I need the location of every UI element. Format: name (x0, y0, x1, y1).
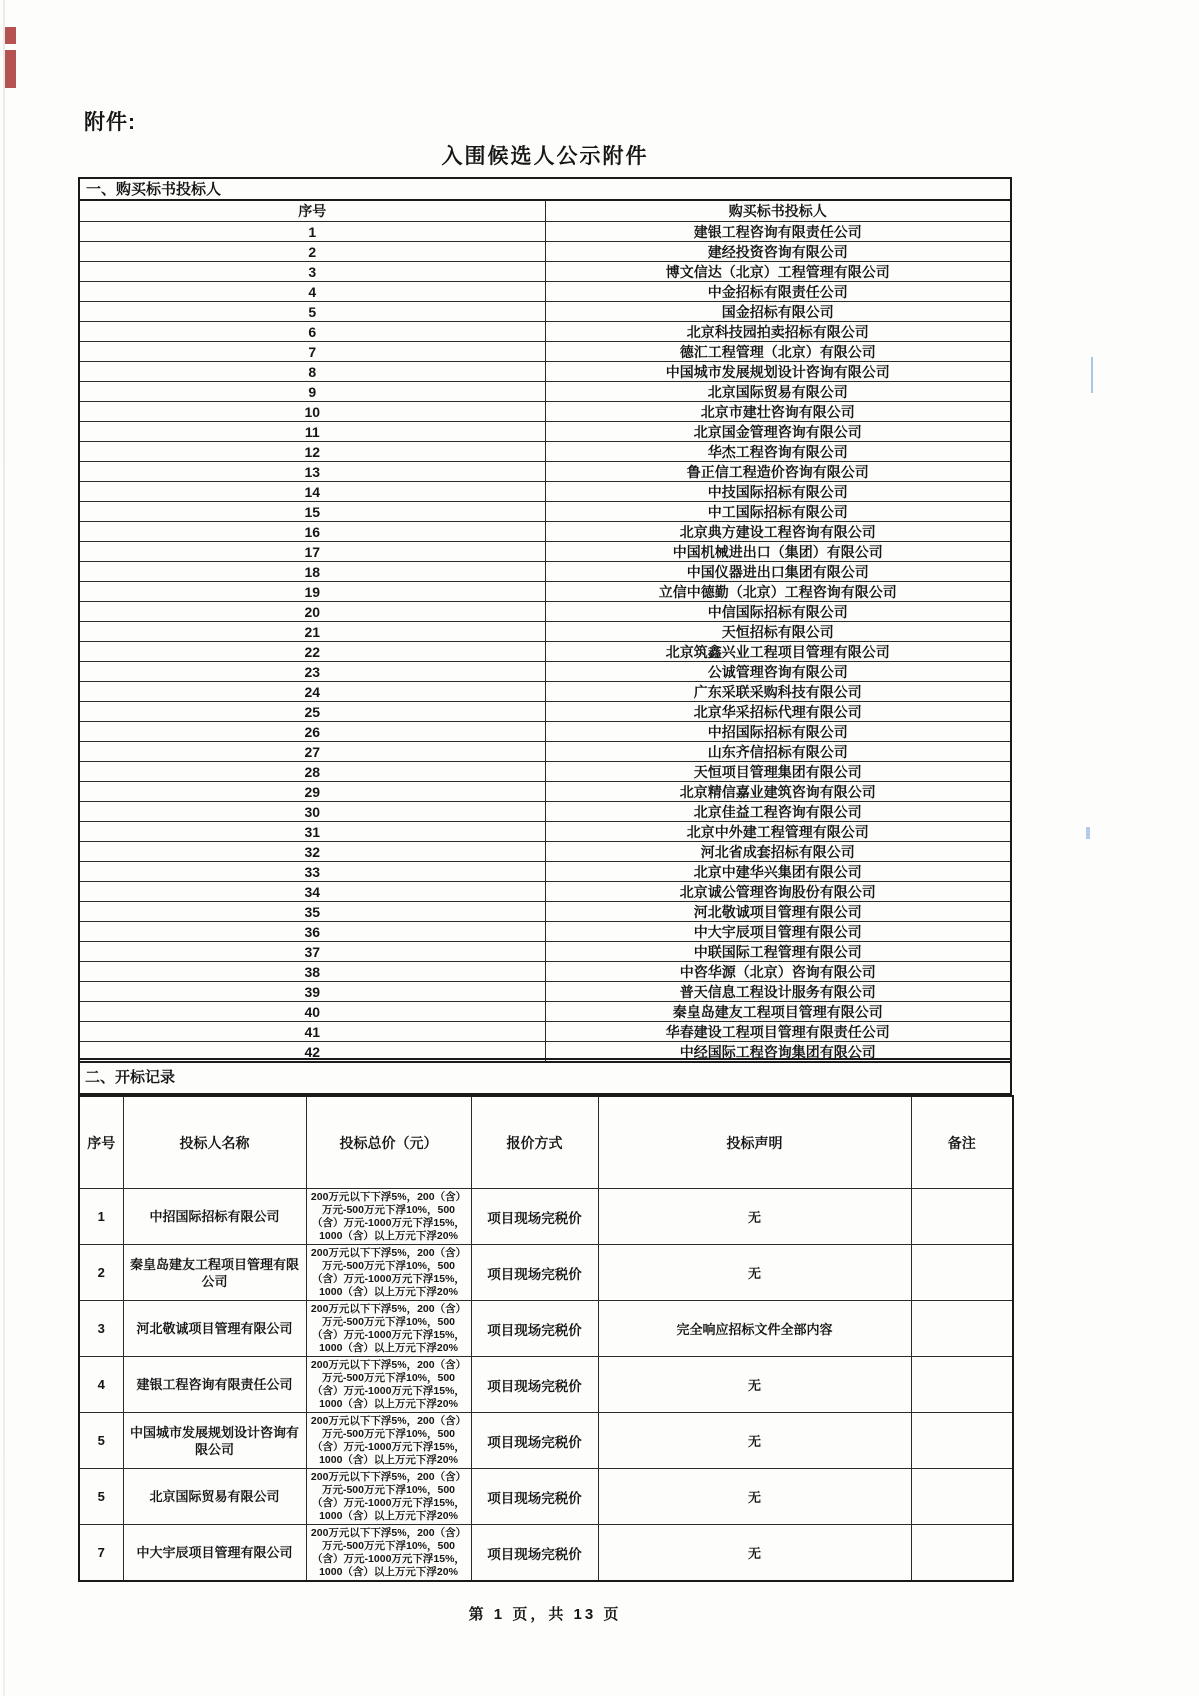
purchaser-name: 中技国际招标有限公司 (545, 482, 1011, 502)
quote-method: 项目现场完税价 (471, 1245, 598, 1301)
purchaser-name: 博文信达（北京）工程管理有限公司 (545, 262, 1011, 282)
bid-record-row (79, 1525, 1013, 1582)
purchaser-row (79, 462, 1011, 482)
row-serial: 15 (79, 502, 545, 522)
purchaser-name: 中大宇辰项目管理有限公司 (545, 922, 1011, 942)
purchaser-name: 立信中德勤（北京）工程咨询有限公司 (545, 582, 1011, 602)
purchaser-name: 北京国金管理咨询有限公司 (545, 422, 1011, 442)
total-price: 200万元以下下浮5%，200（含）万元-500万元下浮10%，500（含）万元-1000万元下浮15%，1000（含）以上万元下浮20% (306, 1301, 471, 1357)
purchaser-name: 德汇工程管理（北京）有限公司 (545, 342, 1011, 362)
bid-record-row (79, 1469, 1013, 1525)
purchaser-row (79, 542, 1011, 562)
bid-opening-table (78, 1095, 1014, 1582)
row-serial: 3 (79, 262, 545, 282)
purchaser-name: 中经国际工程咨询集团有限公司 (545, 1042, 1011, 1063)
row-serial: 23 (79, 662, 545, 682)
bid-record-row (79, 1189, 1013, 1245)
row-serial: 5 (79, 1413, 123, 1469)
row-serial: 9 (79, 382, 545, 402)
purchaser-name: 北京华采招标代理有限公司 (545, 702, 1011, 722)
row-serial: 12 (79, 442, 545, 462)
purchaser-name: 建银工程咨询有限责任公司 (545, 222, 1011, 242)
total-price: 200万元以下下浮5%，200（含）万元-500万元下浮10%，500（含）万元-1000万元下浮15%，1000（含）以上万元下浮20% (306, 1413, 471, 1469)
purchaser-name: 建经投资咨询有限公司 (545, 242, 1011, 262)
purchaser-name: 华春建设工程项目管理有限责任公司 (545, 1022, 1011, 1042)
row-serial: 18 (79, 562, 545, 582)
purchaser-row (79, 622, 1011, 642)
row-serial: 4 (79, 1357, 123, 1413)
bid-record-row (79, 1357, 1013, 1413)
purchaser-row (79, 522, 1011, 542)
blue-scan-artifact (1091, 357, 1093, 393)
row-serial: 2 (79, 1245, 123, 1301)
purchaser-row (79, 922, 1011, 942)
purchaser-row (79, 242, 1011, 262)
total-price: 200万元以下下浮5%，200（含）万元-500万元下浮10%，500（含）万元-1000万元下浮15%，1000（含）以上万元下浮20% (306, 1357, 471, 1413)
remark (911, 1189, 1013, 1245)
purchasers-table-header (79, 200, 1011, 222)
quote-method: 项目现场完税价 (471, 1189, 598, 1245)
bid-declaration: 无 (598, 1413, 911, 1469)
purchaser-row (79, 382, 1011, 402)
row-serial: 5 (79, 1469, 123, 1525)
row-serial: 8 (79, 362, 545, 382)
purchaser-name: 中咨华源（北京）咨询有限公司 (545, 962, 1011, 982)
bidder-name: 建银工程咨询有限责任公司 (123, 1357, 306, 1413)
attachment-label: 附件: (84, 111, 136, 134)
row-serial: 7 (79, 1525, 123, 1582)
bidder-name: 中招国际招标有限公司 (123, 1189, 306, 1245)
purchaser-row (79, 1002, 1011, 1022)
remark (911, 1301, 1013, 1357)
purchaser-row (79, 762, 1011, 782)
row-serial: 37 (79, 942, 545, 962)
purchaser-row (79, 1022, 1011, 1042)
purchaser-row (79, 322, 1011, 342)
total-price: 200万元以下下浮5%，200（含）万元-500万元下浮10%，500（含）万元-1000万元下浮15%，1000（含）以上万元下浮20% (306, 1189, 471, 1245)
bid-declaration: 无 (598, 1245, 911, 1301)
purchaser-name: 公诚管理咨询有限公司 (545, 662, 1011, 682)
purchaser-name: 天恒招标有限公司 (545, 622, 1011, 642)
purchaser-row (79, 902, 1011, 922)
purchaser-name: 北京中外建工程管理有限公司 (545, 822, 1011, 842)
row-serial: 17 (79, 542, 545, 562)
bidder-name: 河北敬诚项目管理有限公司 (123, 1301, 306, 1357)
row-serial: 3 (79, 1301, 123, 1357)
row-serial: 11 (79, 422, 545, 442)
purchaser-name: 北京国际贸易有限公司 (545, 382, 1011, 402)
purchaser-row (79, 362, 1011, 382)
row-serial: 1 (79, 1189, 123, 1245)
row-serial: 34 (79, 882, 545, 902)
remark (911, 1469, 1013, 1525)
purchaser-row (79, 782, 1011, 802)
purchaser-name: 秦皇岛建友工程项目管理有限公司 (545, 1002, 1011, 1022)
bidder-name: 北京国际贸易有限公司 (123, 1469, 306, 1525)
purchaser-row (79, 702, 1011, 722)
row-serial: 36 (79, 922, 545, 942)
purchaser-row (79, 402, 1011, 422)
purchaser-name: 普天信息工程设计服务有限公司 (545, 982, 1011, 1002)
page-title: 入围候选人公示附件 (441, 145, 649, 168)
purchaser-row (79, 282, 1011, 302)
bid-declaration: 无 (598, 1357, 911, 1413)
purchaser-row (79, 422, 1011, 442)
purchaser-row (79, 342, 1011, 362)
row-serial: 16 (79, 522, 545, 542)
purchaser-row (79, 982, 1011, 1002)
purchaser-name: 中联国际工程管理有限公司 (545, 942, 1011, 962)
row-serial: 38 (79, 962, 545, 982)
row-serial: 14 (79, 482, 545, 502)
quote-method: 项目现场完税价 (471, 1525, 598, 1582)
purchaser-name: 北京诚公管理咨询股份有限公司 (545, 882, 1011, 902)
quote-method: 项目现场完税价 (471, 1469, 598, 1525)
column-header-declaration: 投标声明 (598, 1096, 911, 1189)
row-serial: 21 (79, 622, 545, 642)
bidder-name: 秦皇岛建友工程项目管理有限公司 (123, 1245, 306, 1301)
bidder-name: 中大宇辰项目管理有限公司 (123, 1525, 306, 1582)
purchaser-row (79, 722, 1011, 742)
bid-record-row (79, 1301, 1013, 1357)
row-serial: 29 (79, 782, 545, 802)
bid-record-row (79, 1245, 1013, 1301)
purchaser-name: 中信国际招标有限公司 (545, 602, 1011, 622)
row-serial: 4 (79, 282, 545, 302)
purchaser-row (79, 642, 1011, 662)
purchaser-name: 河北省成套招标有限公司 (545, 842, 1011, 862)
page-number: 第 1 页，共 13 页 (468, 1606, 622, 1623)
row-serial: 1 (79, 222, 545, 242)
purchaser-row (79, 742, 1011, 762)
purchaser-row (79, 862, 1011, 882)
red-scan-artifact (5, 50, 16, 88)
column-header-serial: 序号 (79, 200, 545, 222)
purchaser-row (79, 302, 1011, 322)
row-serial: 32 (79, 842, 545, 862)
purchaser-row (79, 802, 1011, 822)
purchaser-row (79, 582, 1011, 602)
row-serial: 26 (79, 722, 545, 742)
purchaser-name: 北京市建壮咨询有限公司 (545, 402, 1011, 422)
purchaser-row (79, 442, 1011, 462)
row-serial: 19 (79, 582, 545, 602)
row-serial: 13 (79, 462, 545, 482)
purchaser-row (79, 602, 1011, 622)
bidder-name: 中国城市发展规划设计咨询有限公司 (123, 1413, 306, 1469)
column-header-serial: 序号 (79, 1096, 123, 1189)
bid-record-row (79, 1413, 1013, 1469)
bid-declaration: 完全响应招标文件全部内容 (598, 1301, 911, 1357)
bid-declaration: 无 (598, 1469, 911, 1525)
purchaser-name: 北京佳益工程咨询有限公司 (545, 802, 1011, 822)
column-header-remark: 备注 (911, 1096, 1013, 1189)
purchaser-name: 中工国际招标有限公司 (545, 502, 1011, 522)
purchaser-row (79, 962, 1011, 982)
row-serial: 7 (79, 342, 545, 362)
quote-method: 项目现场完税价 (471, 1301, 598, 1357)
total-price: 200万元以下下浮5%，200（含）万元-500万元下浮10%，500（含）万元-1000万元下浮15%，1000（含）以上万元下浮20% (306, 1469, 471, 1525)
purchaser-name: 中招国际招标有限公司 (545, 722, 1011, 742)
purchaser-name: 山东齐信招标有限公司 (545, 742, 1011, 762)
row-serial: 33 (79, 862, 545, 882)
section2-heading-box (78, 1058, 1012, 1095)
quote-method: 项目现场完税价 (471, 1357, 598, 1413)
row-serial: 30 (79, 802, 545, 822)
total-price: 200万元以下下浮5%，200（含）万元-500万元下浮10%，500（含）万元-1000万元下浮15%，1000（含）以上万元下浮20% (306, 1245, 471, 1301)
row-serial: 41 (79, 1022, 545, 1042)
row-serial: 22 (79, 642, 545, 662)
remark (911, 1413, 1013, 1469)
purchaser-name: 中金招标有限责任公司 (545, 282, 1011, 302)
blue-scan-artifact (1086, 827, 1090, 839)
purchaser-row (79, 262, 1011, 282)
column-header-total-price: 投标总价（元） (306, 1096, 471, 1189)
purchaser-name: 河北敬诚项目管理有限公司 (545, 902, 1011, 922)
section1-heading: 一、购买标书投标人 (79, 178, 1011, 200)
row-serial: 28 (79, 762, 545, 782)
purchaser-row (79, 942, 1011, 962)
column-header-quote-method: 报价方式 (471, 1096, 598, 1189)
row-serial: 20 (79, 602, 545, 622)
purchaser-name: 中国城市发展规划设计咨询有限公司 (545, 362, 1011, 382)
quote-method: 项目现场完税价 (471, 1413, 598, 1469)
purchaser-name: 北京精信嘉业建筑咨询有限公司 (545, 782, 1011, 802)
scan-edge-artifact (3, 0, 5, 1696)
row-serial: 39 (79, 982, 545, 1002)
purchaser-row (79, 842, 1011, 862)
remark (911, 1525, 1013, 1582)
purchaser-name: 华杰工程咨询有限公司 (545, 442, 1011, 462)
purchaser-name: 国金招标有限公司 (545, 302, 1011, 322)
remark (911, 1357, 1013, 1413)
purchaser-row (79, 682, 1011, 702)
row-serial: 2 (79, 242, 545, 262)
row-serial: 5 (79, 302, 545, 322)
bid-opening-table-header (79, 1096, 1013, 1189)
purchaser-name: 北京筑鑫兴业工程项目管理有限公司 (545, 642, 1011, 662)
purchaser-row (79, 882, 1011, 902)
row-serial: 10 (79, 402, 545, 422)
row-serial: 35 (79, 902, 545, 922)
purchasers-table (78, 177, 1012, 1063)
row-serial: 31 (79, 822, 545, 842)
column-header-bidder-name: 投标人名称 (123, 1096, 306, 1189)
row-serial: 27 (79, 742, 545, 762)
row-serial: 42 (79, 1042, 545, 1063)
purchaser-row (79, 562, 1011, 582)
remark (911, 1245, 1013, 1301)
purchaser-name: 北京典方建设工程咨询有限公司 (545, 522, 1011, 542)
row-serial: 24 (79, 682, 545, 702)
row-serial: 6 (79, 322, 545, 342)
section1-heading-row (79, 178, 1011, 200)
purchaser-name: 北京中建华兴集团有限公司 (545, 862, 1011, 882)
purchaser-name: 天恒项目管理集团有限公司 (545, 762, 1011, 782)
purchaser-name: 广东采联采购科技有限公司 (545, 682, 1011, 702)
purchaser-row (79, 222, 1011, 242)
total-price: 200万元以下下浮5%，200（含）万元-500万元下浮10%，500（含）万元-1000万元下浮15%，1000（含）以上万元下浮20% (306, 1525, 471, 1582)
bid-declaration: 无 (598, 1525, 911, 1582)
red-scan-artifact (5, 27, 16, 44)
purchaser-row (79, 662, 1011, 682)
purchaser-row (79, 822, 1011, 842)
purchaser-row (79, 502, 1011, 522)
purchaser-name: 鲁正信工程造价咨询有限公司 (545, 462, 1011, 482)
bid-declaration: 无 (598, 1189, 911, 1245)
column-header-purchaser: 购买标书投标人 (545, 200, 1011, 222)
row-serial: 25 (79, 702, 545, 722)
row-serial: 40 (79, 1002, 545, 1022)
purchaser-name: 北京科技园拍卖招标有限公司 (545, 322, 1011, 342)
purchaser-row (79, 482, 1011, 502)
purchaser-name: 中国仪器进出口集团有限公司 (545, 562, 1011, 582)
purchaser-name: 中国机械进出口（集团）有限公司 (545, 542, 1011, 562)
section2-heading: 二、开标记录 (85, 1069, 176, 1086)
